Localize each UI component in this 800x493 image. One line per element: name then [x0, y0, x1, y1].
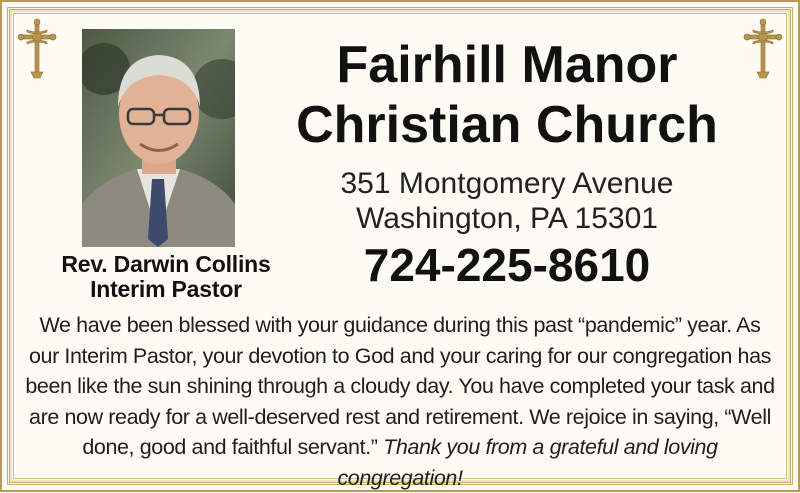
tribute-message: [22, 310, 778, 493]
address-city: Washington, PA 15301: [356, 202, 658, 235]
church-name-line2: Christian Church: [296, 96, 718, 154]
message-thanks: Thank you from a grateful and loving congregation!: [337, 435, 718, 490]
address-street: 351 Montgomery Avenue: [340, 167, 674, 200]
message-body: We have been blessed with your guidance during this past “pandemic” year. As our Interim Pastor, your devotion to God and your caring for our congregation has been like the sun shining through a cloudy day. You have completed your task and are now ready for a well-deserved rest and retirement. We rejoice in saying, “Well done, good and faithful servant.”: [25, 313, 775, 459]
pastor-photo: [82, 29, 235, 247]
cross-icon: [16, 18, 58, 82]
pastor-name: Rev. Darwin Collins: [61, 251, 271, 277]
pastor-role: Interim Pastor: [90, 276, 242, 302]
church-name-line1: Fairhill Manor: [336, 36, 678, 94]
phone-number: 724-225-8610: [363, 239, 651, 291]
